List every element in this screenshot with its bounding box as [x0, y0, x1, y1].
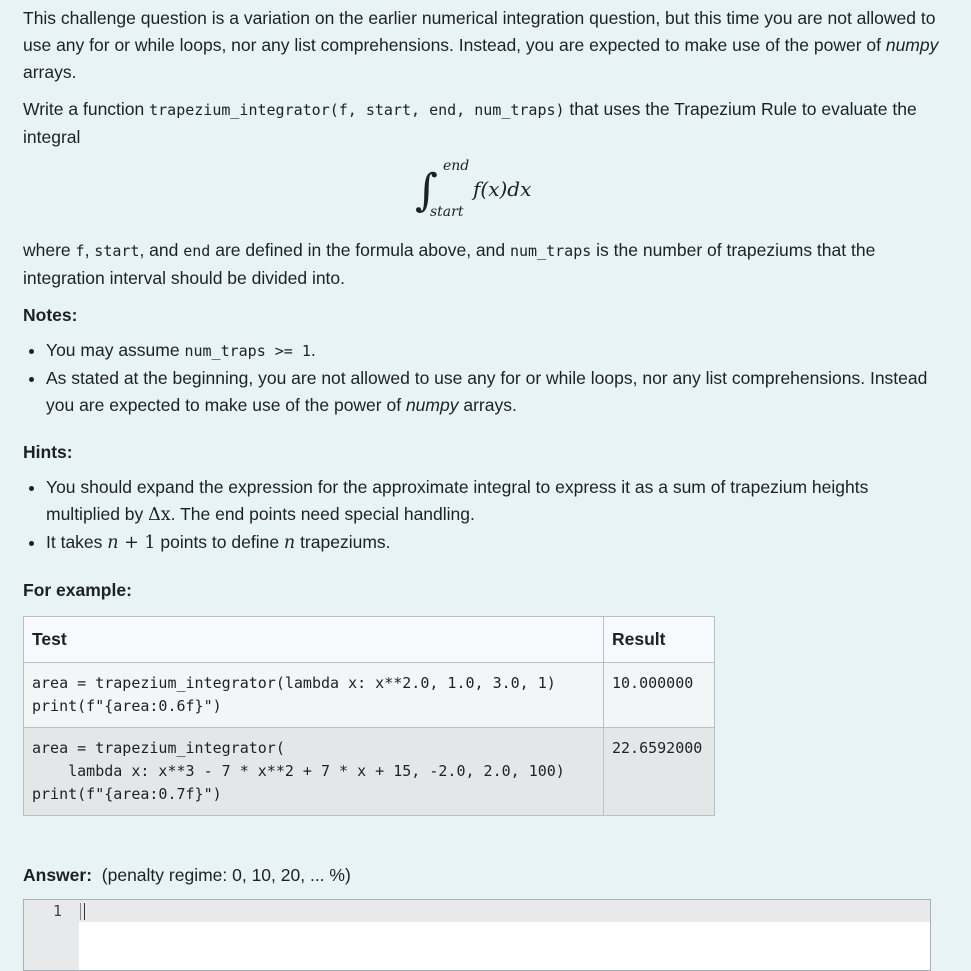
list-item: • As stated at the beginning, you are not allowed to use any for or while loops, nor any list comprehensions. Instead you are expected to make use of the power of numpy arrays.	[46, 365, 943, 419]
test-cell: area = trapezium_integrator( lambda x: x**3 - 7 * x**2 + 7 * x + 15, -2.0, 2.0, 100) print(f"{area:0.7f}")	[24, 728, 604, 816]
text-cursor	[84, 903, 85, 920]
integrand: f(x)dx	[473, 177, 532, 201]
integral-sign: ∫	[415, 165, 438, 216]
table-row	[24, 663, 715, 728]
examples-table	[23, 616, 715, 816]
notes-heading: Notes:	[23, 305, 78, 325]
list-item: • It takes n + 1 points to define n trapeziums.	[46, 529, 943, 557]
result-cell: 10.000000	[604, 663, 715, 728]
upper-limit: end	[443, 158, 470, 174]
column-header-test: Test	[24, 617, 604, 663]
line-number: 1	[52, 902, 62, 920]
where-paragraph: where f, start, and end are defined in the formula above, and num_traps is the number of trapeziums that the integration interval should be divided into.	[23, 240, 876, 288]
list-item: • You should expand the expression for the approximate integral to express it as a sum of trapezium heights multiplied by Δx. The end points need special handling.	[46, 474, 943, 529]
answer-label: Answer: (penalty regime: 0, 10, 20, ... %)	[23, 865, 351, 885]
examples-heading: For example:	[23, 580, 132, 600]
result-cell: 22.6592000	[604, 728, 715, 816]
lower-limit: start	[430, 204, 464, 220]
integral-formula	[23, 158, 943, 233]
function-signature: trapezium_integrator(f, start, end, num_traps)	[149, 101, 565, 119]
hints-list	[23, 474, 943, 557]
penalty-regime: (penalty regime: 0, 10, 20, ... %)	[101, 865, 351, 885]
column-header-result: Result	[604, 617, 715, 663]
table-row	[24, 728, 715, 816]
editor-gutter-edge	[80, 903, 81, 920]
intro-paragraph: This challenge question is a variation on the earlier numerical integration question, but this time you are not allowed to use any for or while loops, nor any list comprehensions. Instead, you are expected to make use of the power of numpy arrays.	[23, 8, 939, 82]
answer-code-editor[interactable]	[23, 899, 931, 971]
notes-list	[23, 337, 943, 419]
table-header-row	[24, 617, 715, 663]
hints-heading: Hints:	[23, 442, 73, 462]
test-cell: area = trapezium_integrator(lambda x: x**2.0, 1.0, 3.0, 1) print(f"{area:0.6f}")	[24, 663, 604, 728]
function-paragraph: Write a function trapezium_integrator(f, start, end, num_traps) that uses the Trapezium Rule to evaluate the integral	[23, 99, 917, 147]
editor-active-line[interactable]	[79, 900, 930, 922]
list-item: • You may assume num_traps >= 1.	[46, 337, 943, 365]
